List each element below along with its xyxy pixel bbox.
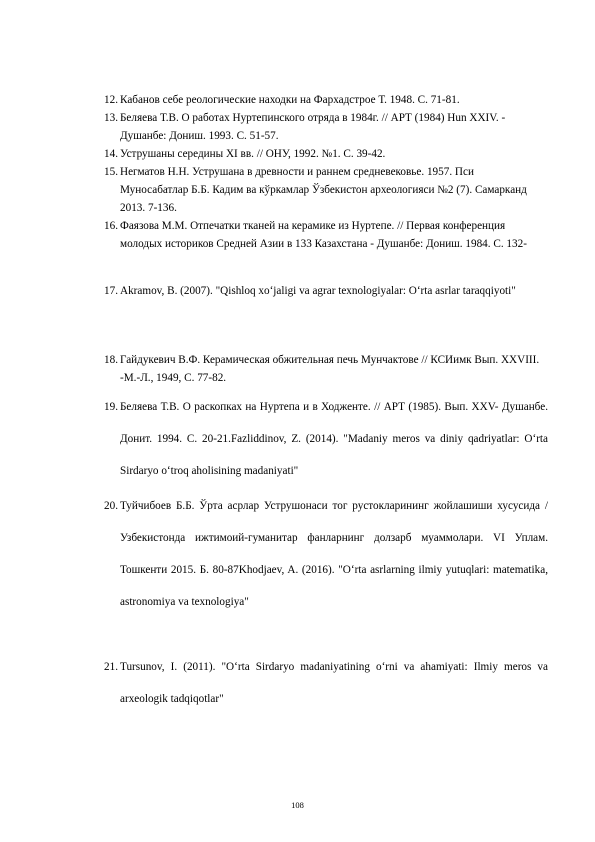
reference-number: 19.	[104, 401, 118, 413]
reference-number: 14.	[104, 148, 118, 160]
reference-number: 21.	[104, 661, 118, 673]
reference-item	[104, 651, 548, 715]
reference-item	[104, 109, 548, 145]
page-number: 108	[291, 800, 304, 810]
reference-number: 16.	[104, 220, 118, 232]
reference-number: 12.	[104, 94, 118, 106]
reference-text: Гайдукевич В.Ф. Керамическая обжительная печь Мунчактове // КСИимк Вып. XXVIII. -М.-Л., 1949, С. 77-82.	[120, 354, 540, 384]
reference-number: 15.	[104, 166, 118, 178]
reference-text: Tursunov, I. (2011). "O‘rta Sirdaryo madaniyatining o‘rni va ahamiyati: Ilmiy meros va arxeologik tadqiqotlar"	[120, 661, 548, 705]
reference-text: Уструшаны середины XI вв. // ОНУ, 1992. №1. С. 39-42.	[120, 148, 386, 160]
reference-item	[104, 91, 548, 109]
reference-number: 17.	[104, 285, 118, 297]
reference-text: Негматов Н.Н. Уструшана в древности и раннем средневековье. 1957. Пси Муносабатлар Б.Б. Кадим ва кўркамлар Ўзбекистон археологияси №2 (7). Самарканд 2013. 7-136.	[120, 166, 527, 214]
reference-item	[104, 351, 548, 387]
reference-text: Беляева Т.В. О работах Нуртепинского отряда в 1984г. // АРТ (1984) Hun XXIV. - Душанбе: Дониш. 1993. С. 51-57.	[120, 112, 506, 142]
reference-item	[104, 217, 548, 253]
reference-number: 13.	[104, 112, 118, 124]
reference-item	[104, 275, 548, 307]
reference-text: Фаязова М.М. Отпечатки тканей на керамике из Нуртепе. // Первая конференция молодых историков Средней Азии в 133 Казахстана - Душанбе: Дониш. 1984. С. 132-	[120, 220, 527, 250]
reference-text: Беляева Т.В. О раскопках на Нуртепа и в Ходженте. // АРТ (1985). Вып. XXV- Душанбе. Донит. 1994. С. 20-21.Fazliddinov, Z. (2014). "Madaniy meros va diniy qadriyatlar: O‘rta Sirdaryo o‘troq aholisining madaniyati"	[120, 401, 548, 477]
reference-text: Кабанов себе реологические находки на Фархадстрое Т. 1948. С. 71-81.	[120, 94, 460, 106]
reference-item	[104, 391, 548, 487]
reference-item	[104, 490, 548, 618]
reference-number: 18.	[104, 354, 118, 366]
reference-text: Туйчибоев Б.Б. Ўрта асрлар Уструшонаси тог рустокларининг жойлашиши хусусида / Узбекистонда ижтимоий-гуманитар фанларнинг долзарб муаммолари. VI Уплам. Тошкенти 2015. Б. 80-87Khodjaev, A. (2016). "O‘rta asrlarning ilmiy yutuqlari: matematika, astronomiya va texnologiya"	[120, 500, 548, 608]
reference-number: 20.	[104, 500, 118, 512]
reference-text: Akramov, B. (2007). "Qishloq xo‘jaligi va agrar texnologiyalar: O‘rta asrlar taraqqiyoti"	[120, 285, 516, 297]
reference-item	[104, 145, 548, 163]
reference-item	[104, 163, 548, 217]
